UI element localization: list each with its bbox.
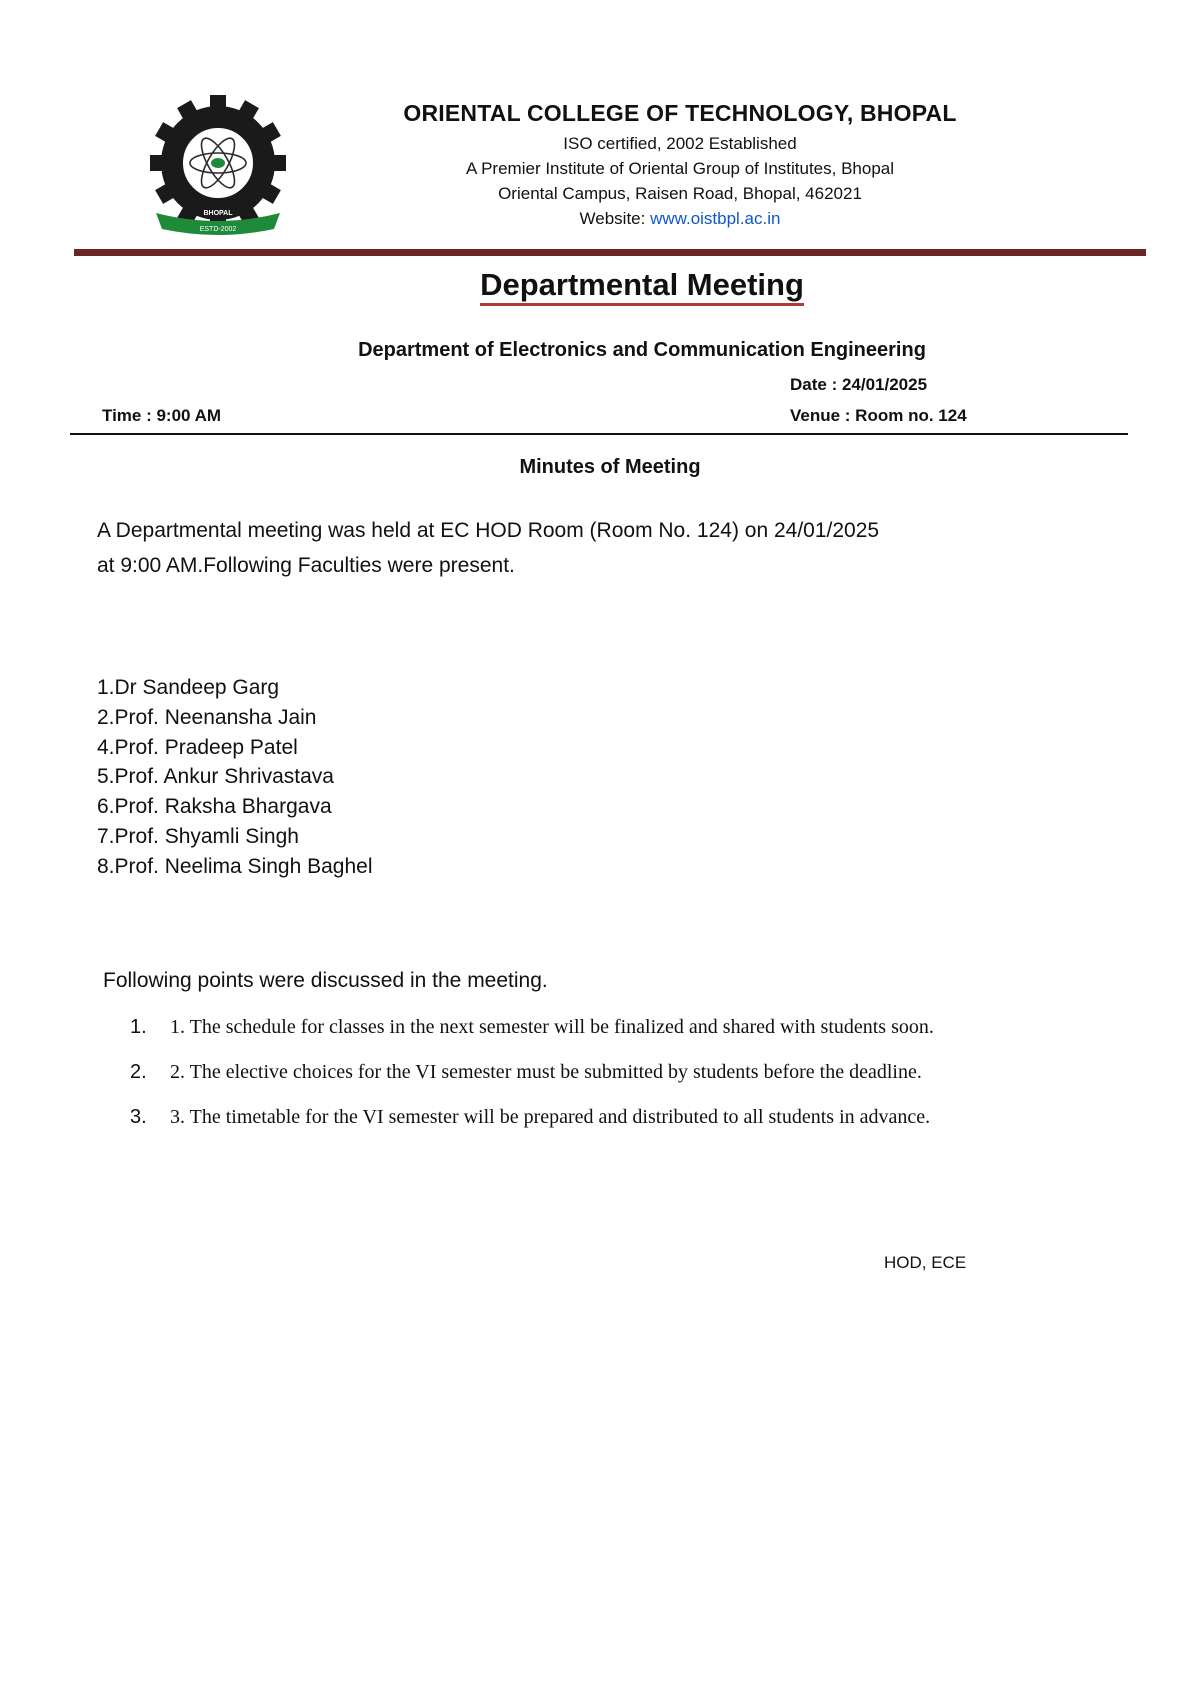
faculty-item: 6.Prof. Raksha Bhargava: [97, 795, 332, 819]
meeting-date: Date : 24/01/2025: [790, 375, 928, 394]
iso-line: ISO certified, 2002 Established: [563, 134, 797, 153]
intro-line-1: A Departmental meeting was held at EC HOD Room (Room No. 124) on 24/01/2025: [97, 519, 880, 542]
intro-line-2: at 9:00 AM.Following Faculties were present.: [97, 554, 515, 577]
point-number: 1.: [130, 1016, 147, 1038]
website-line: [330, 209, 1030, 229]
point-number: 2.: [130, 1061, 147, 1083]
faculty-item: 1.Dr Sandeep Garg: [97, 676, 280, 699]
points-intro: Following points were discussed in the meeting.: [103, 969, 548, 992]
point-text: 2. The elective choices for the VI semester must be submitted by students before the deadline.: [170, 1061, 922, 1083]
website-link[interactable]: www.oistbpl.ac.in: [650, 209, 781, 228]
premier-line: A Premier Institute of Oriental Group of Institutes, Bhopal: [465, 159, 895, 178]
logo-banner-text: ESTD-2002: [199, 226, 237, 233]
faculty-list: [97, 673, 373, 882]
campus-line: Oriental Campus, Raisen Road, Bhopal, 462021: [498, 184, 862, 203]
college-name: ORIENTAL COLLEGE OF TECHNOLOGY, BHOPAL: [403, 100, 957, 126]
svg-text:BHOPAL: BHOPAL: [203, 210, 233, 217]
faculty-item: 4.Prof. Pradeep Patel: [97, 735, 298, 759]
discussion-points: [130, 1013, 934, 1148]
discussion-point: [130, 1103, 934, 1148]
faculty-item: 8.Prof. Neelima Singh Baghel: [97, 854, 373, 878]
document-title-text: Departmental Meeting: [480, 267, 804, 306]
discussion-point: [130, 1058, 934, 1103]
discussion-point: [130, 1013, 934, 1058]
signature-block: HOD, ECE: [884, 1253, 967, 1272]
faculty-item: 5.Prof. Ankur Shrivastava: [97, 765, 334, 789]
department-name: Department of Electronics and Communication Engineering: [358, 339, 926, 361]
meeting-venue: Venue : Room no. 124: [790, 406, 967, 425]
faculty-item: 7.Prof. Shyamli Singh: [97, 824, 299, 848]
college-logo: [148, 95, 288, 245]
meta-divider: [70, 433, 1128, 435]
document-title: [0, 267, 1200, 303]
point-text: 3. The timetable for the VI semester will be prepared and distributed to all students in advance.: [170, 1106, 931, 1128]
faculty-item: 2.Prof. Neenansha Jain: [97, 705, 317, 729]
point-text: 1. The schedule for classes in the next semester will be finalized and shared with students soon.: [170, 1016, 934, 1038]
header-divider: [74, 249, 1146, 256]
minutes-heading: Minutes of Meeting: [519, 456, 701, 478]
point-number: 3.: [130, 1106, 147, 1128]
meeting-time: Time : 9:00 AM: [102, 406, 222, 425]
website-label: Website:: [579, 209, 651, 228]
